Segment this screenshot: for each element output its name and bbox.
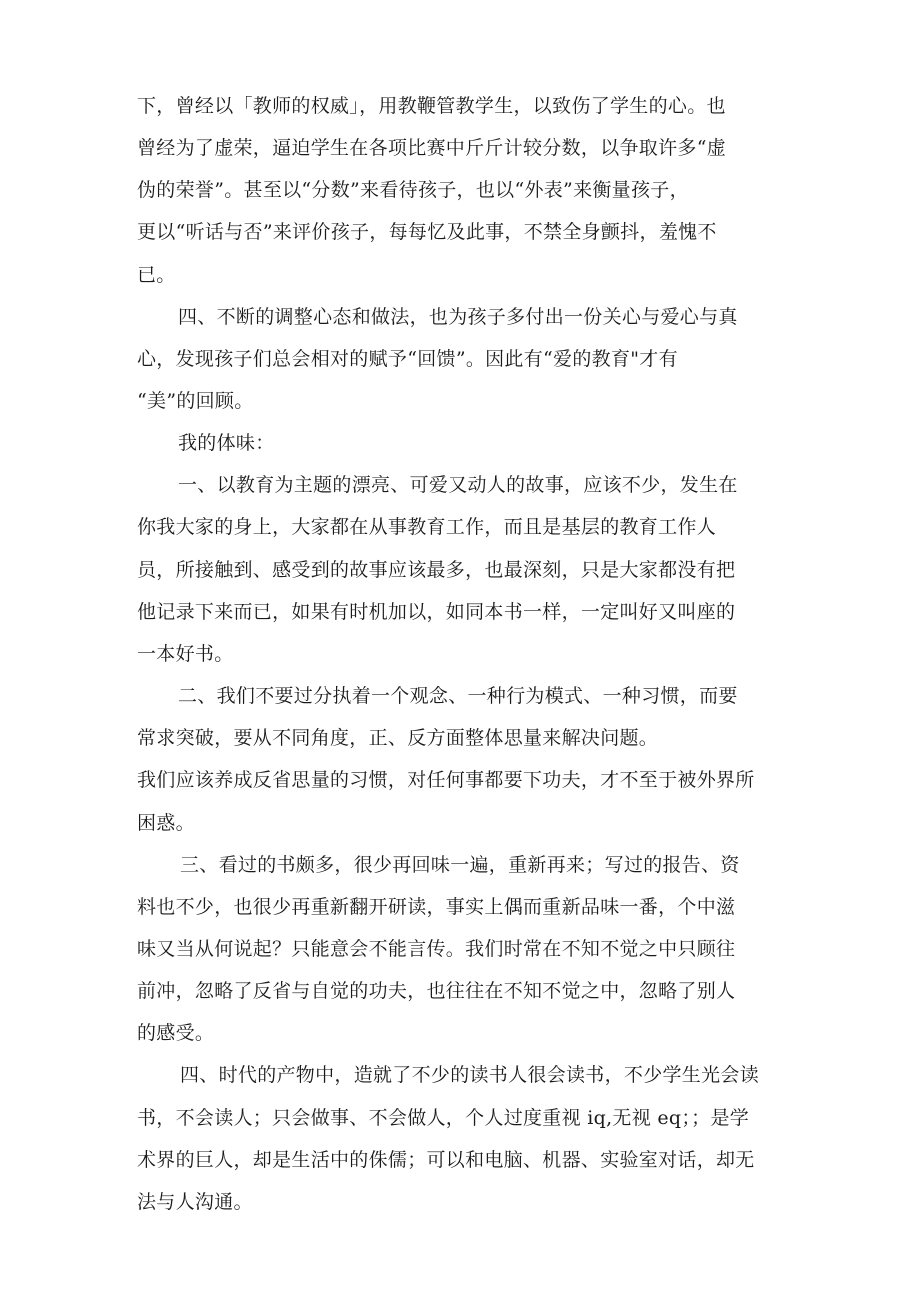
text-line: 味又当从何说起？只能意会不能言传。我们时常在不知不觉之中只顾往	[137, 938, 736, 960]
text-line: 他记录下来而已，如果有时机加以，如同本书一样，一定叫好又叫座的	[137, 601, 736, 623]
text-line: 已。	[137, 264, 176, 286]
text-line: 法与人沟通。	[137, 1191, 253, 1213]
text-line: 料也不少，也很少再重新翻开研读，事实上偶而重新品味一番，个中滋	[137, 896, 736, 918]
text-line: 伪的荣誉”。甚至以“分数”来看待孩子，也以“外表”来衡量孩子，	[137, 179, 689, 201]
text-line: 员，所接触到、感受到的故事应该最多，也最深刻，只是大家都没有把	[137, 559, 736, 581]
text-line: 你我大家的身上，大家都在从事教育工作，而且是基层的教育工作人	[137, 516, 717, 538]
text-line: 困惑。	[137, 812, 195, 834]
text-line: 一、以教育为主题的漂亮、可爱又动人的故事，应该不少，发生在	[178, 474, 738, 496]
text-line: 术界的巨人，却是生活中的侏儒；可以和电脑、机器、实验室对话，却无	[137, 1149, 755, 1171]
text-line: 前冲，忽略了反省与自觉的功夫，也往往在不知不觉之中，忽略了别人	[137, 980, 736, 1002]
section-heading: 我的体味：	[178, 432, 275, 454]
text-line: 三、看过的书颇多，很少再回味一遍，重新再来；写过的报告、资	[180, 854, 740, 876]
text-line: 二、我们不要过分执着一个观念、一种行为模式、一种习惯，而要	[178, 685, 738, 707]
text-line: 四、时代的产物中，造就了不少的读书人很会读书，不少学生光会读	[180, 1064, 760, 1086]
text-line: 四、不断的调整心态和做法，也为孩子多付出一份关心与爱心与真	[178, 306, 738, 328]
text-line: 更以“听话与否”来评价孩子，每每忆及此事，不禁全身颤抖，羞愧不	[137, 221, 717, 243]
text-line: “美”的回顾。	[137, 390, 254, 412]
text-line: 下，曾经以「教师的权威」，用教鞭管教学生，以致伤了学生的心。也	[137, 95, 726, 117]
text-line: 一本好书。	[137, 643, 234, 665]
text-line: 我们应该养成反省思量的习惯，对任何事都要下功夫，才不至于被外界所	[137, 769, 755, 791]
text-line: 心，发现孩子们总会相对的赋予“回馈”。因此有“爱的教育"才有	[137, 348, 678, 370]
text-line: 常求突破，要从不同角度，正、反方面整体思量来解决问题。	[137, 727, 659, 749]
text-line: 书，不会读人；只会做事、不会做人，个人过度重视 iq,无视 eq；；是学	[137, 1107, 750, 1129]
text-line: 曾经为了虚荣，逼迫学生在各项比赛中斤斤计较分数，以争取许多“虚	[137, 137, 727, 159]
text-line: 的感受。	[137, 1022, 215, 1044]
